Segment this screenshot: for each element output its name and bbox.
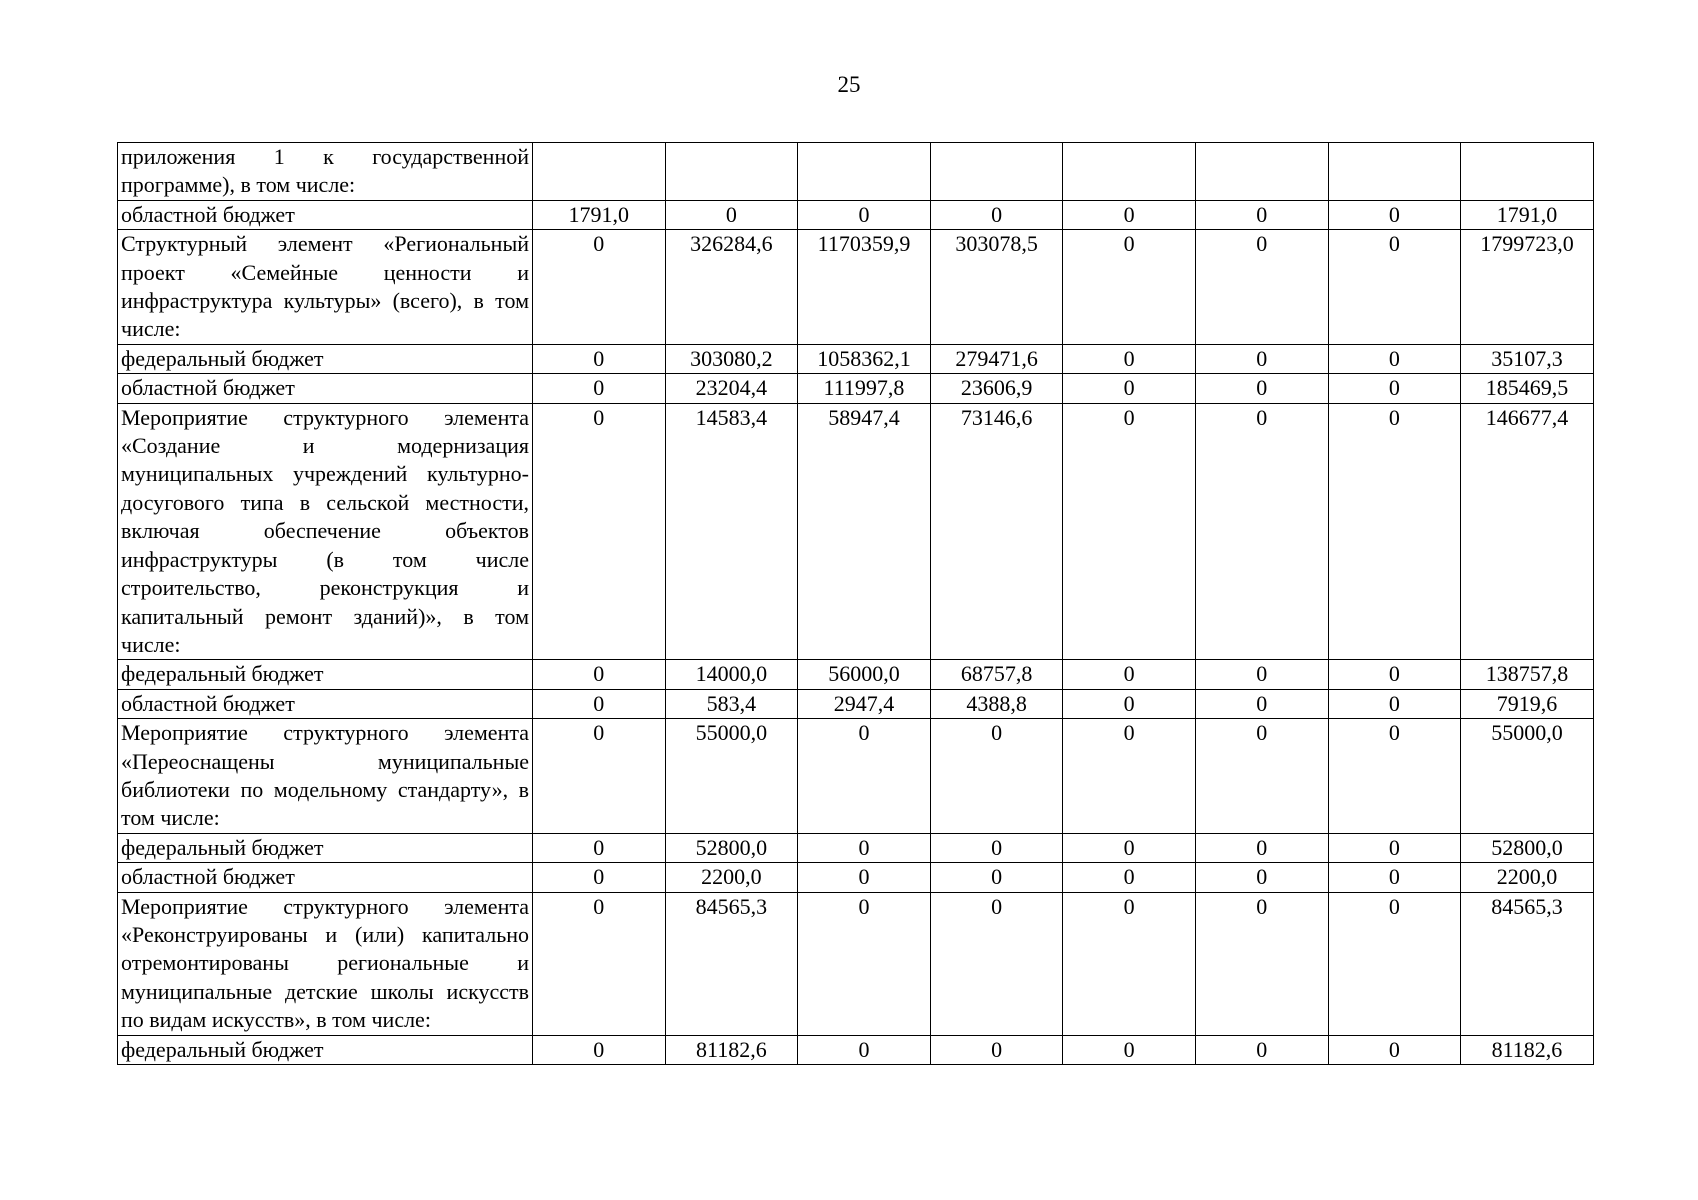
- value-cell: 58947,4: [798, 403, 931, 660]
- value-cell: 2200,0: [1461, 863, 1594, 892]
- table-row: [118, 1035, 1594, 1064]
- value-cell: 0: [1063, 833, 1196, 862]
- value-cell: 73146,6: [930, 403, 1063, 660]
- value-cell: 0: [1328, 344, 1461, 373]
- value-cell: 0: [1195, 892, 1328, 1035]
- table-row: [118, 719, 1594, 834]
- value-cell: 2200,0: [665, 863, 798, 892]
- value-cell: 0: [1195, 374, 1328, 403]
- table-row: [118, 660, 1594, 689]
- row-label: Структурный элемент «Региональный проект «Семейные ценности и инфраструктура культуры» (всего), в том числе:: [118, 230, 533, 345]
- row-label: областной бюджет: [118, 689, 533, 718]
- value-cell: 1058362,1: [798, 344, 931, 373]
- value-cell: 14000,0: [665, 660, 798, 689]
- value-cell: 52800,0: [1461, 833, 1594, 862]
- table-row: [118, 230, 1594, 345]
- value-cell: 0: [930, 1035, 1063, 1064]
- value-cell: 0: [1328, 403, 1461, 660]
- value-cell: 1170359,9: [798, 230, 931, 345]
- value-cell: 0: [1063, 1035, 1196, 1064]
- budget-table: [117, 142, 1594, 1065]
- value-cell: 0: [1195, 660, 1328, 689]
- value-cell: [665, 143, 798, 201]
- value-cell: 0: [1195, 344, 1328, 373]
- value-cell: 0: [533, 689, 666, 718]
- value-cell: 0: [930, 833, 1063, 862]
- value-cell: 0: [798, 892, 931, 1035]
- value-cell: 14583,4: [665, 403, 798, 660]
- value-cell: 0: [798, 863, 931, 892]
- value-cell: 0: [533, 892, 666, 1035]
- table-row: [118, 892, 1594, 1035]
- value-cell: 146677,4: [1461, 403, 1594, 660]
- value-cell: 0: [798, 719, 931, 834]
- value-cell: 303080,2: [665, 344, 798, 373]
- value-cell: 0: [533, 660, 666, 689]
- value-cell: 0: [1328, 1035, 1461, 1064]
- row-label: федеральный бюджет: [118, 660, 533, 689]
- table-row: [118, 863, 1594, 892]
- value-cell: 52800,0: [665, 833, 798, 862]
- value-cell: 0: [1195, 833, 1328, 862]
- value-cell: 2947,4: [798, 689, 931, 718]
- value-cell: 0: [1195, 863, 1328, 892]
- value-cell: 0: [533, 344, 666, 373]
- value-cell: 0: [1063, 344, 1196, 373]
- value-cell: 0: [1328, 200, 1461, 229]
- value-cell: 84565,3: [665, 892, 798, 1035]
- row-label: федеральный бюджет: [118, 833, 533, 862]
- value-cell: 23204,4: [665, 374, 798, 403]
- table-body: [118, 143, 1594, 1065]
- value-cell: 0: [533, 374, 666, 403]
- value-cell: 0: [1063, 863, 1196, 892]
- value-cell: [1063, 143, 1196, 201]
- value-cell: 0: [930, 863, 1063, 892]
- value-cell: 55000,0: [665, 719, 798, 834]
- table-row: [118, 689, 1594, 718]
- value-cell: 0: [1328, 892, 1461, 1035]
- table-row: [118, 200, 1594, 229]
- value-cell: 0: [533, 230, 666, 345]
- table-row: [118, 403, 1594, 660]
- value-cell: 0: [798, 833, 931, 862]
- value-cell: 1791,0: [533, 200, 666, 229]
- value-cell: [1461, 143, 1594, 201]
- value-cell: 0: [1063, 719, 1196, 834]
- value-cell: 7919,6: [1461, 689, 1594, 718]
- value-cell: 68757,8: [930, 660, 1063, 689]
- table-row: [118, 143, 1594, 201]
- value-cell: 111997,8: [798, 374, 931, 403]
- value-cell: 185469,5: [1461, 374, 1594, 403]
- value-cell: 0: [1195, 230, 1328, 345]
- value-cell: 279471,6: [930, 344, 1063, 373]
- value-cell: 0: [1195, 719, 1328, 834]
- table-row: [118, 344, 1594, 373]
- value-cell: 81182,6: [1461, 1035, 1594, 1064]
- row-label: федеральный бюджет: [118, 344, 533, 373]
- value-cell: 0: [1063, 374, 1196, 403]
- value-cell: 1799723,0: [1461, 230, 1594, 345]
- value-cell: 583,4: [665, 689, 798, 718]
- value-cell: [798, 143, 931, 201]
- value-cell: 23606,9: [930, 374, 1063, 403]
- value-cell: 0: [533, 1035, 666, 1064]
- value-cell: 0: [1328, 689, 1461, 718]
- value-cell: 0: [1063, 403, 1196, 660]
- value-cell: 0: [1063, 892, 1196, 1035]
- value-cell: 0: [533, 719, 666, 834]
- row-label: областной бюджет: [118, 200, 533, 229]
- table-row: [118, 374, 1594, 403]
- value-cell: 0: [930, 200, 1063, 229]
- value-cell: 0: [1063, 200, 1196, 229]
- value-cell: 0: [1328, 374, 1461, 403]
- row-label: федеральный бюджет: [118, 1035, 533, 1064]
- value-cell: 0: [665, 200, 798, 229]
- value-cell: [1328, 143, 1461, 201]
- value-cell: [1195, 143, 1328, 201]
- value-cell: 81182,6: [665, 1035, 798, 1064]
- value-cell: 84565,3: [1461, 892, 1594, 1035]
- row-label: областной бюджет: [118, 374, 533, 403]
- value-cell: 0: [1195, 1035, 1328, 1064]
- row-label: Мероприятие структурного элемента «Реконструированы и (или) капитально отремонтированы региональные и муниципальные детские школы искусств по видам искусств», в том числе:: [118, 892, 533, 1035]
- value-cell: 0: [1328, 719, 1461, 834]
- value-cell: 0: [1195, 689, 1328, 718]
- value-cell: 0: [1063, 230, 1196, 345]
- value-cell: 0: [1195, 200, 1328, 229]
- value-cell: 0: [1063, 660, 1196, 689]
- value-cell: 303078,5: [930, 230, 1063, 345]
- value-cell: 326284,6: [665, 230, 798, 345]
- row-label: Мероприятие структурного элемента «Создание и модернизация муниципальных учреждений культурно-досугового типа в сельской местности, включая обеспечение объектов инфраструктуры (в том числе строительство, реконструкция и капитальный ремонт зданий)», в том числе:: [118, 403, 533, 660]
- row-label: приложения 1 к государственной программе), в том числе:: [118, 143, 533, 201]
- value-cell: 138757,8: [1461, 660, 1594, 689]
- page-number: 25: [837, 72, 861, 97]
- value-cell: 0: [1063, 689, 1196, 718]
- value-cell: 0: [533, 403, 666, 660]
- row-label: областной бюджет: [118, 863, 533, 892]
- table-row: [118, 833, 1594, 862]
- value-cell: 1791,0: [1461, 200, 1594, 229]
- value-cell: 0: [1328, 230, 1461, 345]
- value-cell: [533, 143, 666, 201]
- value-cell: 35107,3: [1461, 344, 1594, 373]
- value-cell: 0: [1328, 863, 1461, 892]
- value-cell: [930, 143, 1063, 201]
- value-cell: 0: [798, 1035, 931, 1064]
- value-cell: 56000,0: [798, 660, 931, 689]
- value-cell: 0: [930, 719, 1063, 834]
- value-cell: 55000,0: [1461, 719, 1594, 834]
- value-cell: 0: [930, 892, 1063, 1035]
- value-cell: 0: [1328, 833, 1461, 862]
- value-cell: 0: [533, 833, 666, 862]
- value-cell: 0: [1195, 403, 1328, 660]
- row-label: Мероприятие структурного элемента «Переоснащены муниципальные библиотеки по модельному стандарту», в том числе:: [118, 719, 533, 834]
- value-cell: 0: [1328, 660, 1461, 689]
- value-cell: 0: [533, 863, 666, 892]
- value-cell: 0: [798, 200, 931, 229]
- value-cell: 4388,8: [930, 689, 1063, 718]
